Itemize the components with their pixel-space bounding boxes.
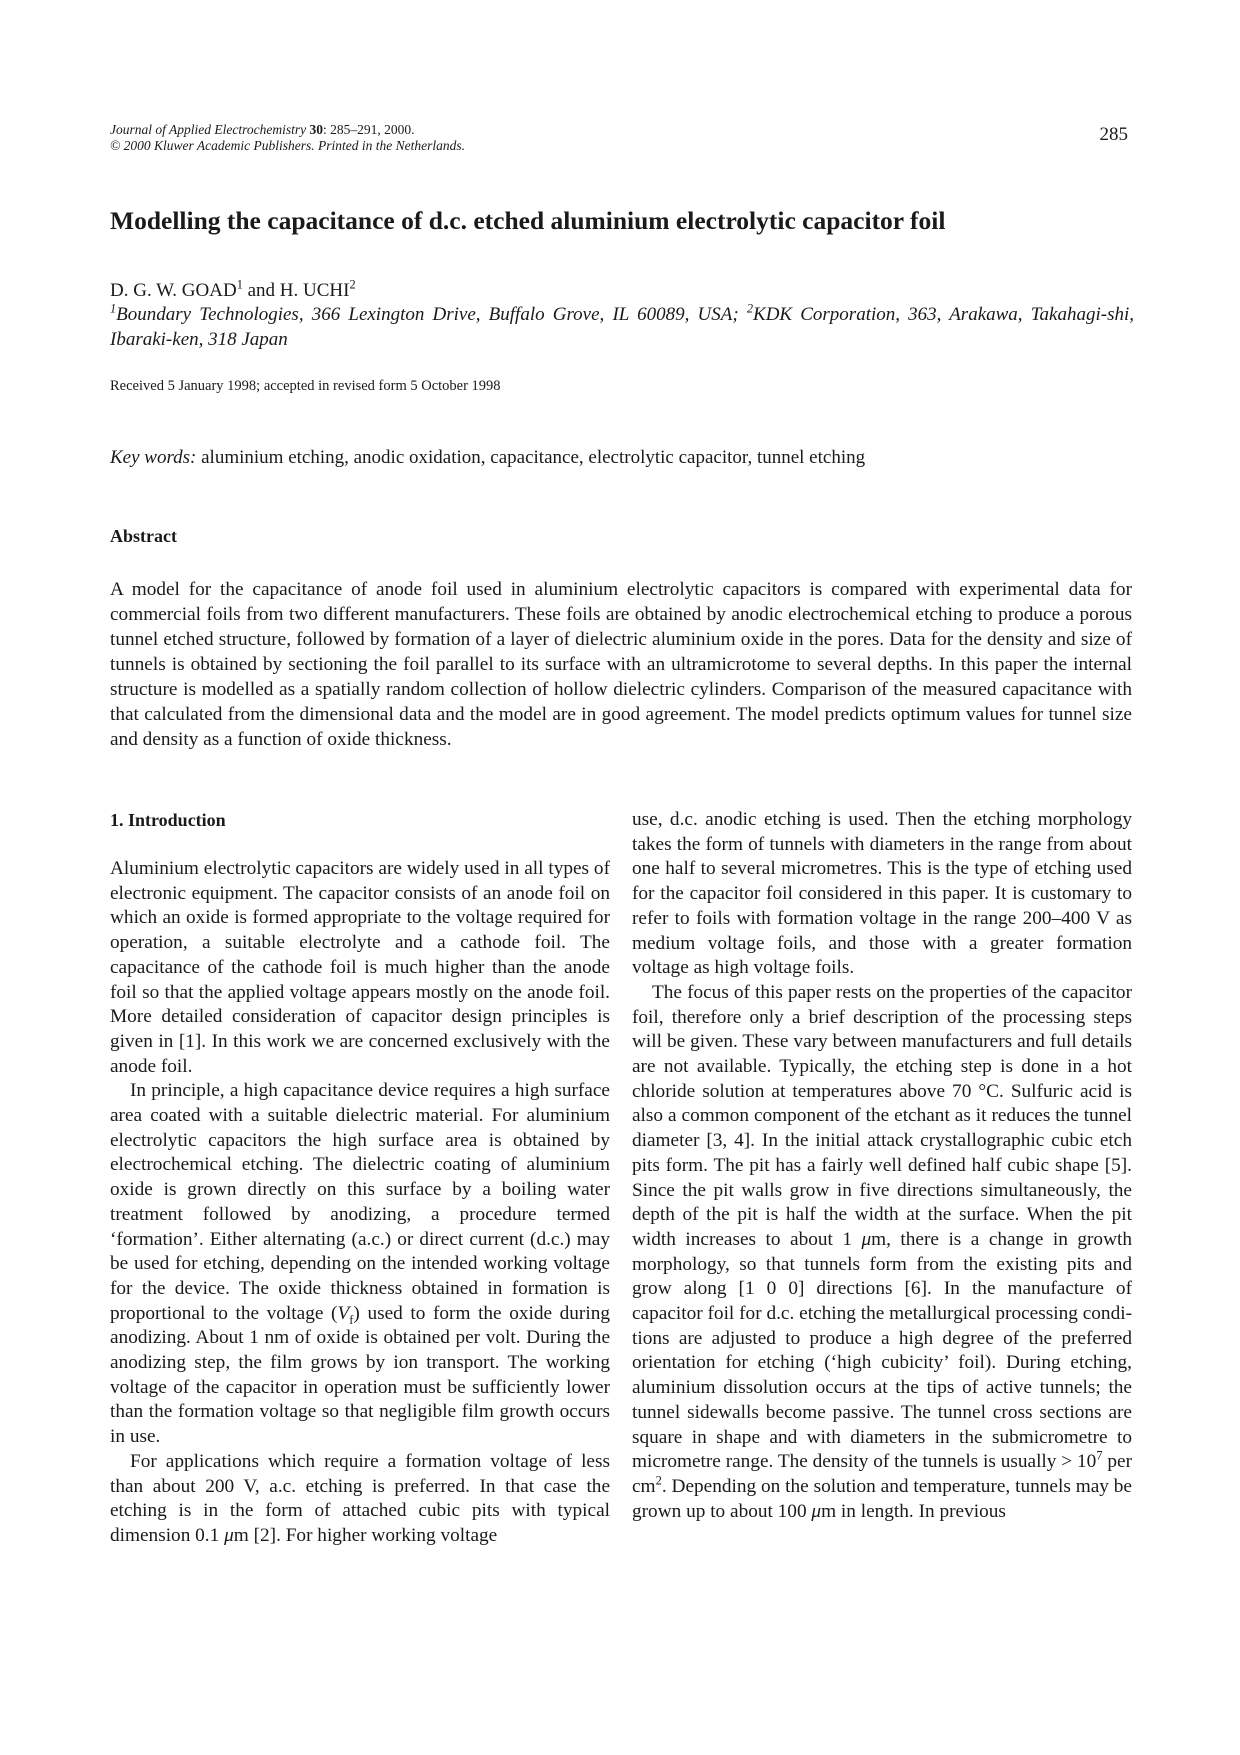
intro-p4-part-b: m, there is a change in growth morphology, so that tunnels form from the existing pits and grow along [1 0 0] directions [6]. In the manufacture of capacitor foil for d.c. etching the metallurgical processing conditions are adjusted to produce a high degree of the preferred orientation for etching (‘high cubicity’ foil). During etching, aluminium dissolution occurs at the tips of active tunnels; the tunnel sidewalls become passive. The tunnel cross sections are square in shape and with diameters in the submicrometre to micrometre range. The density of the tunnels is usually > 10 <box>632 1228 1132 1473</box>
page-number: 285 <box>1099 124 1128 145</box>
author-joiner: and <box>242 280 280 301</box>
affiliation-2-mark: 2 <box>746 301 754 316</box>
column-left <box>110 808 610 1549</box>
journal-name: Journal of Applied Electrochemistry <box>110 122 307 137</box>
intro-p4-part-a: The focus of this paper rests on the properties of the capacitor foil, therefore only a brief description of the processing steps will be given. These vary between manufacturers and full details are not available. Typically, the etching step is done in a hot chloride solution at temperatures above 70 °C. Sulfuric acid is also a common component of the etchant as it reduces the tunnel diameter [3, 4]. In the initial attack crystallographic cubic etch pits form. The pit has a fairly well defined half cubic shape [5]. Since the pit walls grow in five directions simultaneously, the depth of the pit is half the width at the surface. When the pit width increases to about 1 <box>632 981 1132 1250</box>
affiliation-1-mark: 1 <box>110 301 117 316</box>
affiliations <box>110 302 1134 352</box>
intro-paragraph-3-continued <box>632 808 1132 981</box>
intro-p3-part-b-left: m [2]. For higher working voltage <box>233 1524 498 1546</box>
intro-p4-part-c: per cm <box>632 1451 1132 1497</box>
intro-p2-part-b: ) used to form the oxide during anodizing. About 1 nm of oxide is obtained per volt. During the anodizing step, the film grows by ion transport. The working voltage of the capacitor in operation must be sufficiently lower than the formation voltage so that negligible film growth occurs in use. <box>110 1302 610 1448</box>
formation-voltage-symbol: V <box>337 1302 350 1324</box>
author-1: D. G. W. GOAD <box>110 280 237 301</box>
copyright-line: © 2000 Kluwer Academic Publishers. Printed in the Netherlands. <box>110 138 465 153</box>
intro-p4-part-e: m in length. In previous <box>821 1500 1006 1522</box>
author-2: H. UCHI <box>279 280 350 301</box>
keywords <box>110 446 1140 470</box>
abstract-heading: Abstract <box>110 526 177 546</box>
intro-p4-part-d: . Depending on the solution and temperature, tunnels may be grown up to about 100 <box>632 1475 1132 1522</box>
keywords-text: aluminium etching, anodic oxidation, capacitance, electrolytic capacitor, tunnel etching <box>196 447 866 468</box>
journal-header <box>110 122 465 154</box>
micro-symbol: μ <box>224 1524 234 1546</box>
received-date: Received 5 January 1998; accepted in revised form 5 October 1998 <box>110 378 501 394</box>
intro-p3-part-a: For applications which require a formation voltage of less than about 200 V, a.c. etching is preferred. In that case the etching is in the form of attached cubic pits with typical dimension 0.1 <box>110 1450 610 1546</box>
journal-volume: 30 <box>309 122 323 137</box>
intro-paragraph-2 <box>110 1079 610 1450</box>
intro-p2-part-a: In principle, a high capacitance device requires a high surface area coated with a suitable dielectric material. For aluminium electrolytic capacitors the high surface area is obtained by electrochemical etching. The dielectric coating of aluminium oxide is grown directly on this surface by a boiling water treatment followed by anodizing, a procedure termed ‘formation’. Either alternating (a.c.) or direct current (d.c.) may be used for etching, depending on the intended working voltage for the device. The oxide thickness obtained in formation is proportional to the voltage ( <box>110 1080 610 1324</box>
intro-p3-part-b-right: use, d.c. anodic etching is used. Then the etching morphology takes the form of tunnels with diameters in the range from about one half to several micrometres. This is the type of etching used for the capacitor foil considered in this paper. It is customary to refer to foils with formation voltage in the range 200–400 V as medium voltage foils, and those with a greater formation voltage as high voltage foils. <box>632 809 1132 979</box>
affiliation-2: KDK Corporation, 363, Arakawa, Takahagi-shi, Ibaraki-ken, 318 Japan <box>110 304 1134 350</box>
journal-pages: : 285–291, 2000. <box>322 122 415 137</box>
section-heading-introduction: 1. Introduction <box>110 810 226 830</box>
tunnel-density-exponent: 7 <box>1096 1448 1103 1463</box>
micro-symbol: μ <box>861 1228 872 1250</box>
author-1-affiliation-mark: 1 <box>236 277 243 292</box>
intro-paragraph-1: Aluminium electrolytic capacitors are widely used in all types of electronic equipment. The capacitor consists of an anode foil on which an oxide is formed appropriate to the voltage required for operation, a suitable electrolyte and a cathode foil. The capacitance of the cathode foil is much higher than the anode foil so that the applied voltage appears mostly on the anode foil. More detailed consideration of capacitor design principles is given in [1]. In this work we are concerned exclusively with the anode foil. <box>110 858 610 1077</box>
keywords-label: Key words: <box>110 447 197 468</box>
abstract-text: A model for the capacitance of anode foil used in aluminium electrolytic capacitors is compared with experimental data for commercial foils from two different manufacturers. These foils are obtained by anodic electrochemical etching to produce a porous tunnel etched structure, followed by formation of a layer of dielectric aluminium oxide in the pores. Data for the density and size of tunnels is obtained by sectioning the foil parallel to its surface with an ultramicrotome to several depths. In this paper the internal structure is modelled as a spatially random collection of hollow dielectric cylinders. Comparison of the measured capacitance with that calculated from the dimensional data and the model are in good agreement. The model predicts optimum values for tunnel size and density as a function of oxide thickness. <box>110 579 1132 750</box>
formation-voltage-subscript: f <box>349 1312 354 1327</box>
paper-title: Modelling the capacitance of d.c. etched aluminium electrolytic capacitor foil <box>110 206 946 235</box>
author-2-affiliation-mark: 2 <box>349 277 356 292</box>
column-right <box>632 808 1132 1524</box>
micro-symbol: μ <box>811 1500 822 1522</box>
author-line <box>110 279 356 303</box>
intro-paragraph-4 <box>632 981 1132 1524</box>
area-unit-exponent: 2 <box>655 1473 662 1488</box>
journal-citation <box>110 122 465 138</box>
affiliation-1: Boundary Technologies, 366 Lexington Drive, Buffalo Grove, IL 60089, USA; <box>116 304 747 325</box>
intro-paragraph-3 <box>110 1450 610 1549</box>
